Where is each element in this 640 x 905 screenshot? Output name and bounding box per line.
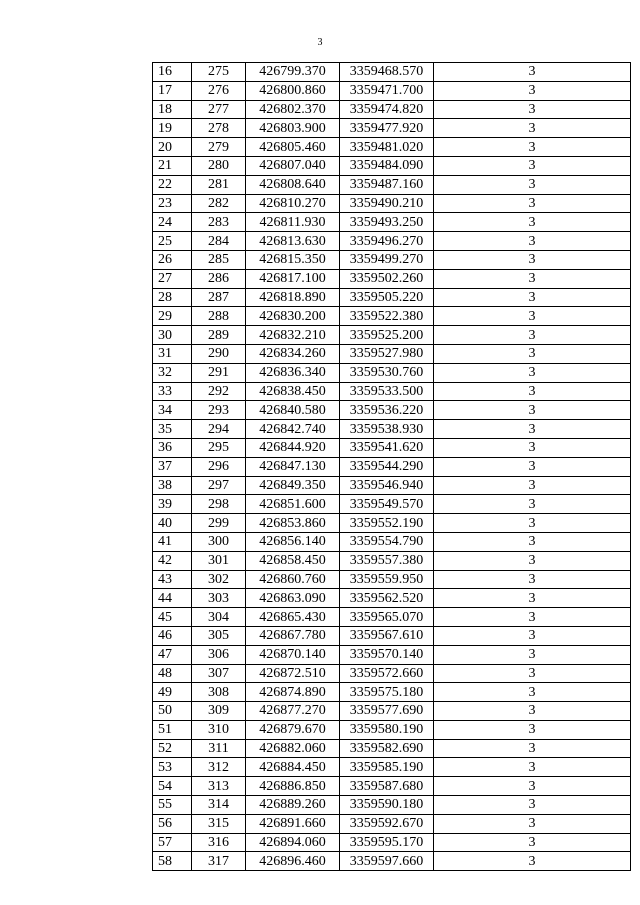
row-number-cell: 34 [153,401,192,420]
point-id-cell: 302 [192,570,246,589]
class-cell: 3 [434,119,631,138]
row-number-cell: 30 [153,326,192,345]
table-row [153,175,631,194]
point-id-cell: 294 [192,420,246,439]
point-id-cell: 309 [192,702,246,721]
row-number-cell: 31 [153,344,192,363]
class-cell: 3 [434,288,631,307]
x-coordinate-cell: 426832.210 [246,326,340,345]
y-coordinate-cell: 3359490.210 [340,194,434,213]
point-id-cell: 283 [192,213,246,232]
y-coordinate-cell: 3359570.140 [340,645,434,664]
row-number-cell: 20 [153,138,192,157]
x-coordinate-cell: 426810.270 [246,194,340,213]
y-coordinate-cell: 3359471.700 [340,81,434,100]
table-row [153,852,631,871]
table-row [153,476,631,495]
x-coordinate-cell: 426877.270 [246,702,340,721]
row-number-cell: 45 [153,608,192,627]
class-cell: 3 [434,852,631,871]
y-coordinate-cell: 3359567.610 [340,626,434,645]
point-id-cell: 317 [192,852,246,871]
class-cell: 3 [434,814,631,833]
class-cell: 3 [434,326,631,345]
table-row [153,626,631,645]
x-coordinate-cell: 426811.930 [246,213,340,232]
class-cell: 3 [434,532,631,551]
x-coordinate-cell: 426884.450 [246,758,340,777]
row-number-cell: 51 [153,720,192,739]
class-cell: 3 [434,63,631,82]
x-coordinate-cell: 426853.860 [246,514,340,533]
row-number-cell: 16 [153,63,192,82]
class-cell: 3 [434,250,631,269]
table-row [153,739,631,758]
point-id-cell: 314 [192,796,246,815]
row-number-cell: 47 [153,645,192,664]
x-coordinate-cell: 426802.370 [246,100,340,119]
table-row [153,269,631,288]
table-row [153,288,631,307]
row-number-cell: 49 [153,683,192,702]
class-cell: 3 [434,833,631,852]
point-id-cell: 275 [192,63,246,82]
point-id-cell: 316 [192,833,246,852]
class-cell: 3 [434,758,631,777]
class-cell: 3 [434,363,631,382]
x-coordinate-cell: 426818.890 [246,288,340,307]
class-cell: 3 [434,570,631,589]
y-coordinate-cell: 3359502.260 [340,269,434,288]
x-coordinate-cell: 426805.460 [246,138,340,157]
x-coordinate-cell: 426849.350 [246,476,340,495]
table-row [153,645,631,664]
row-number-cell: 32 [153,363,192,382]
table-row [153,570,631,589]
table-row [153,81,631,100]
x-coordinate-cell: 426891.660 [246,814,340,833]
point-id-cell: 297 [192,476,246,495]
x-coordinate-cell: 426813.630 [246,232,340,251]
class-cell: 3 [434,514,631,533]
x-coordinate-cell: 426865.430 [246,608,340,627]
point-id-cell: 280 [192,156,246,175]
y-coordinate-cell: 3359592.670 [340,814,434,833]
y-coordinate-cell: 3359536.220 [340,401,434,420]
x-coordinate-cell: 426847.130 [246,457,340,476]
x-coordinate-cell: 426834.260 [246,344,340,363]
point-id-cell: 279 [192,138,246,157]
x-coordinate-cell: 426803.900 [246,119,340,138]
row-number-cell: 27 [153,269,192,288]
point-id-cell: 305 [192,626,246,645]
y-coordinate-cell: 3359527.980 [340,344,434,363]
class-cell: 3 [434,664,631,683]
x-coordinate-cell: 426799.370 [246,63,340,82]
table-row [153,720,631,739]
point-id-cell: 301 [192,551,246,570]
class-cell: 3 [434,739,631,758]
row-number-cell: 55 [153,796,192,815]
table-row [153,457,631,476]
x-coordinate-cell: 426836.340 [246,363,340,382]
x-coordinate-cell: 426886.850 [246,777,340,796]
point-id-cell: 299 [192,514,246,533]
row-number-cell: 29 [153,307,192,326]
class-cell: 3 [434,194,631,213]
y-coordinate-cell: 3359541.620 [340,438,434,457]
point-id-cell: 281 [192,175,246,194]
x-coordinate-cell: 426879.670 [246,720,340,739]
row-number-cell: 25 [153,232,192,251]
point-id-cell: 286 [192,269,246,288]
table-row [153,589,631,608]
class-cell: 3 [434,626,631,645]
x-coordinate-cell: 426858.450 [246,551,340,570]
table-row [153,100,631,119]
row-number-cell: 41 [153,532,192,551]
table-row [153,420,631,439]
class-cell: 3 [434,438,631,457]
page-number: 3 [317,37,323,48]
y-coordinate-cell: 3359565.070 [340,608,434,627]
y-coordinate-cell: 3359505.220 [340,288,434,307]
row-number-cell: 40 [153,514,192,533]
x-coordinate-cell: 426851.600 [246,495,340,514]
x-coordinate-cell: 426874.890 [246,683,340,702]
class-cell: 3 [434,476,631,495]
class-cell: 3 [434,702,631,721]
y-coordinate-cell: 3359484.090 [340,156,434,175]
row-number-cell: 21 [153,156,192,175]
class-cell: 3 [434,344,631,363]
point-id-cell: 278 [192,119,246,138]
table-row [153,363,631,382]
x-coordinate-cell: 426815.350 [246,250,340,269]
x-coordinate-cell: 426856.140 [246,532,340,551]
point-id-cell: 276 [192,81,246,100]
x-coordinate-cell: 426807.040 [246,156,340,175]
table-row [153,702,631,721]
x-coordinate-cell: 426800.860 [246,81,340,100]
row-number-cell: 53 [153,758,192,777]
y-coordinate-cell: 3359474.820 [340,100,434,119]
class-cell: 3 [434,382,631,401]
table-row [153,194,631,213]
row-number-cell: 58 [153,852,192,871]
table-row [153,326,631,345]
y-coordinate-cell: 3359546.940 [340,476,434,495]
row-number-cell: 54 [153,777,192,796]
x-coordinate-cell: 426840.580 [246,401,340,420]
point-id-cell: 304 [192,608,246,627]
x-coordinate-cell: 426882.060 [246,739,340,758]
y-coordinate-cell: 3359544.290 [340,457,434,476]
table-row [153,833,631,852]
point-id-cell: 310 [192,720,246,739]
table-row [153,382,631,401]
point-id-cell: 285 [192,250,246,269]
table-row [153,551,631,570]
row-number-cell: 57 [153,833,192,852]
y-coordinate-cell: 3359590.180 [340,796,434,815]
coordinates-table [152,62,631,871]
point-id-cell: 311 [192,739,246,758]
x-coordinate-cell: 426863.090 [246,589,340,608]
point-id-cell: 296 [192,457,246,476]
point-id-cell: 298 [192,495,246,514]
row-number-cell: 26 [153,250,192,269]
x-coordinate-cell: 426872.510 [246,664,340,683]
y-coordinate-cell: 3359530.760 [340,363,434,382]
x-coordinate-cell: 426838.450 [246,382,340,401]
y-coordinate-cell: 3359575.180 [340,683,434,702]
class-cell: 3 [434,269,631,288]
x-coordinate-cell: 426808.640 [246,175,340,194]
class-cell: 3 [434,777,631,796]
point-id-cell: 312 [192,758,246,777]
class-cell: 3 [434,608,631,627]
table-row [153,796,631,815]
row-number-cell: 50 [153,702,192,721]
y-coordinate-cell: 3359572.660 [340,664,434,683]
table-body [153,63,631,871]
table-row [153,344,631,363]
table-row [153,250,631,269]
row-number-cell: 36 [153,438,192,457]
class-cell: 3 [434,720,631,739]
row-number-cell: 52 [153,739,192,758]
y-coordinate-cell: 3359493.250 [340,213,434,232]
point-id-cell: 290 [192,344,246,363]
y-coordinate-cell: 3359582.690 [340,739,434,758]
y-coordinate-cell: 3359557.380 [340,551,434,570]
class-cell: 3 [434,213,631,232]
point-id-cell: 277 [192,100,246,119]
point-id-cell: 303 [192,589,246,608]
x-coordinate-cell: 426817.100 [246,269,340,288]
row-number-cell: 56 [153,814,192,833]
row-number-cell: 22 [153,175,192,194]
point-id-cell: 307 [192,664,246,683]
y-coordinate-cell: 3359554.790 [340,532,434,551]
x-coordinate-cell: 426860.760 [246,570,340,589]
y-coordinate-cell: 3359559.950 [340,570,434,589]
table-row [153,608,631,627]
row-number-cell: 17 [153,81,192,100]
point-id-cell: 308 [192,683,246,702]
class-cell: 3 [434,683,631,702]
point-id-cell: 282 [192,194,246,213]
point-id-cell: 292 [192,382,246,401]
table-row [153,156,631,175]
y-coordinate-cell: 3359587.680 [340,777,434,796]
y-coordinate-cell: 3359468.570 [340,63,434,82]
table-row [153,532,631,551]
point-id-cell: 287 [192,288,246,307]
row-number-cell: 38 [153,476,192,495]
point-id-cell: 293 [192,401,246,420]
point-id-cell: 284 [192,232,246,251]
y-coordinate-cell: 3359487.160 [340,175,434,194]
point-id-cell: 300 [192,532,246,551]
table-row [153,119,631,138]
point-id-cell: 295 [192,438,246,457]
y-coordinate-cell: 3359552.190 [340,514,434,533]
point-id-cell: 289 [192,326,246,345]
x-coordinate-cell: 426889.260 [246,796,340,815]
row-number-cell: 28 [153,288,192,307]
class-cell: 3 [434,796,631,815]
table-row [153,495,631,514]
y-coordinate-cell: 3359533.500 [340,382,434,401]
x-coordinate-cell: 426894.060 [246,833,340,852]
class-cell: 3 [434,81,631,100]
class-cell: 3 [434,138,631,157]
y-coordinate-cell: 3359577.690 [340,702,434,721]
point-id-cell: 306 [192,645,246,664]
y-coordinate-cell: 3359477.920 [340,119,434,138]
table-row [153,307,631,326]
y-coordinate-cell: 3359481.020 [340,138,434,157]
row-number-cell: 42 [153,551,192,570]
table-row [153,664,631,683]
y-coordinate-cell: 3359585.190 [340,758,434,777]
row-number-cell: 23 [153,194,192,213]
class-cell: 3 [434,175,631,194]
table-row [153,63,631,82]
table-row [153,138,631,157]
table-row [153,683,631,702]
class-cell: 3 [434,551,631,570]
point-id-cell: 291 [192,363,246,382]
y-coordinate-cell: 3359580.190 [340,720,434,739]
class-cell: 3 [434,401,631,420]
row-number-cell: 39 [153,495,192,514]
row-number-cell: 43 [153,570,192,589]
table-row [153,758,631,777]
class-cell: 3 [434,100,631,119]
y-coordinate-cell: 3359595.170 [340,833,434,852]
class-cell: 3 [434,645,631,664]
y-coordinate-cell: 3359597.660 [340,852,434,871]
y-coordinate-cell: 3359499.270 [340,250,434,269]
x-coordinate-cell: 426867.780 [246,626,340,645]
class-cell: 3 [434,457,631,476]
table-row [153,514,631,533]
x-coordinate-cell: 426842.740 [246,420,340,439]
x-coordinate-cell: 426830.200 [246,307,340,326]
table-row [153,213,631,232]
row-number-cell: 46 [153,626,192,645]
y-coordinate-cell: 3359562.520 [340,589,434,608]
row-number-cell: 24 [153,213,192,232]
x-coordinate-cell: 426896.460 [246,852,340,871]
class-cell: 3 [434,495,631,514]
class-cell: 3 [434,307,631,326]
y-coordinate-cell: 3359496.270 [340,232,434,251]
class-cell: 3 [434,420,631,439]
x-coordinate-cell: 426844.920 [246,438,340,457]
table-row [153,232,631,251]
table-row [153,777,631,796]
table-row [153,401,631,420]
y-coordinate-cell: 3359522.380 [340,307,434,326]
row-number-cell: 37 [153,457,192,476]
y-coordinate-cell: 3359525.200 [340,326,434,345]
row-number-cell: 18 [153,100,192,119]
table-row [153,814,631,833]
row-number-cell: 35 [153,420,192,439]
class-cell: 3 [434,156,631,175]
row-number-cell: 33 [153,382,192,401]
point-id-cell: 315 [192,814,246,833]
y-coordinate-cell: 3359549.570 [340,495,434,514]
row-number-cell: 48 [153,664,192,683]
point-id-cell: 313 [192,777,246,796]
y-coordinate-cell: 3359538.930 [340,420,434,439]
table-row [153,438,631,457]
point-id-cell: 288 [192,307,246,326]
x-coordinate-cell: 426870.140 [246,645,340,664]
class-cell: 3 [434,589,631,608]
row-number-cell: 44 [153,589,192,608]
row-number-cell: 19 [153,119,192,138]
class-cell: 3 [434,232,631,251]
